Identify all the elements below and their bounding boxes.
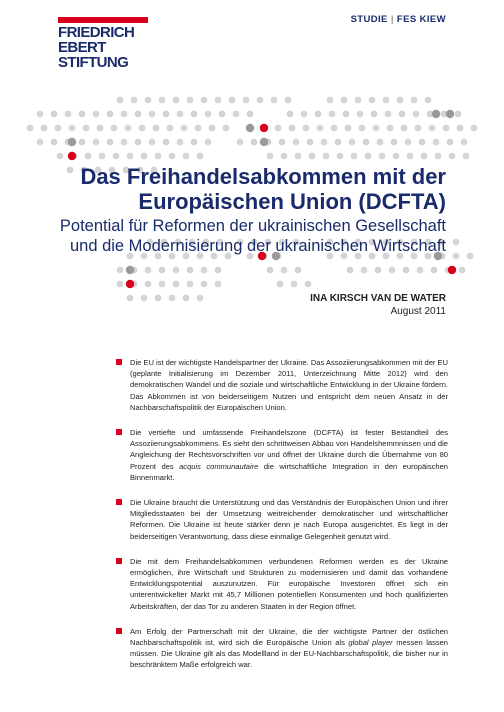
map-dot: [371, 111, 378, 118]
map-dot: [169, 295, 176, 302]
map-dot: [461, 139, 468, 146]
map-dot: [377, 139, 384, 146]
map-dot: [153, 125, 160, 132]
map-dot: [281, 153, 288, 160]
map-dot: [215, 267, 222, 274]
map-dot: [327, 97, 334, 104]
bullet-square-icon: [116, 429, 122, 435]
map-dot: [141, 295, 148, 302]
bullet-item: [130, 427, 448, 483]
map-dot: [389, 267, 396, 274]
map-dot: [399, 111, 406, 118]
map-dot: [247, 111, 254, 118]
map-dot: [361, 267, 368, 274]
map-dot: [347, 267, 354, 274]
map-dot: [243, 97, 250, 104]
map-dot: [391, 139, 398, 146]
map-dot: [219, 111, 226, 118]
map-dot: [183, 153, 190, 160]
map-dot: [201, 97, 208, 104]
map-dot: [97, 125, 104, 132]
map-dot: [155, 295, 162, 302]
map-dot: [443, 125, 450, 132]
map-dot: [365, 153, 372, 160]
map-dot: [139, 125, 146, 132]
page-title: [80, 164, 446, 214]
map-dot: [359, 125, 366, 132]
map-dot: [251, 139, 258, 146]
bullet-square-icon: [116, 628, 122, 634]
map-dot: [237, 139, 244, 146]
map-dot-dark: [68, 138, 76, 146]
map-dot: [457, 125, 464, 132]
map-dot: [415, 125, 422, 132]
map-dot: [343, 111, 350, 118]
map-dot: [279, 139, 286, 146]
map-dot: [403, 267, 410, 274]
map-dot: [411, 97, 418, 104]
map-dot: [197, 295, 204, 302]
logo-red-bar: [58, 17, 148, 23]
map-dot: [107, 111, 114, 118]
map-dot: [41, 125, 48, 132]
map-dot: [155, 153, 162, 160]
map-dot: [363, 139, 370, 146]
bullet-text: Die Ukraine braucht die Unterstützung und das Verständnis der Europäischen Union und ihrer Mitgliedsstaaten bei der Umsetzung weitreichender demokratischer und wirtschaftlicher Reformen. Die Ukraine ist heute stärker denn je nach Europa ausgerichtet. Es liegt in der beiderseitigen Verantwortung, dass diese einmalige Gelegenheit genutzt wird.: [130, 498, 448, 541]
map-dot: [229, 97, 236, 104]
map-dot: [271, 97, 278, 104]
map-dot-highlight: [448, 266, 456, 274]
map-dot: [85, 153, 92, 160]
map-dot: [289, 125, 296, 132]
map-dot: [177, 111, 184, 118]
map-dot: [285, 97, 292, 104]
map-dot: [277, 281, 284, 288]
map-dot: [187, 267, 194, 274]
map-dot: [159, 267, 166, 274]
map-dot: [267, 267, 274, 274]
map-dot: [127, 295, 134, 302]
map-dot: [205, 139, 212, 146]
bullet-item: [130, 556, 448, 612]
bullet-item: [130, 497, 448, 542]
map-dot-highlight: [126, 280, 134, 288]
logo-line-2: EBERT: [58, 39, 106, 56]
map-dot: [117, 97, 124, 104]
map-dot: [149, 111, 156, 118]
map-dot: [337, 153, 344, 160]
map-dot: [145, 281, 152, 288]
map-dot: [83, 125, 90, 132]
bullet-square-icon: [116, 499, 122, 505]
map-dot: [51, 111, 58, 118]
map-dot: [467, 253, 474, 260]
map-dot: [173, 267, 180, 274]
map-dot: [37, 111, 44, 118]
map-dot: [55, 125, 62, 132]
map-dot: [27, 125, 34, 132]
map-dot: [159, 97, 166, 104]
map-dot: [195, 125, 202, 132]
map-dot: [449, 153, 456, 160]
map-dot: [113, 153, 120, 160]
map-dot: [141, 153, 148, 160]
page-subtitle: [60, 216, 446, 256]
map-dot: [99, 153, 106, 160]
map-dot: [67, 167, 74, 174]
series-right: FES KIEW: [396, 14, 446, 25]
map-dot-dark: [246, 124, 254, 132]
map-dot: [331, 125, 338, 132]
map-dot: [117, 281, 124, 288]
map-dot: [405, 139, 412, 146]
map-dot: [447, 139, 454, 146]
map-dot: [419, 139, 426, 146]
map-dot: [159, 281, 166, 288]
series-label: [351, 14, 446, 25]
map-dot: [187, 97, 194, 104]
map-dot: [125, 125, 132, 132]
logo-line-3: STIFTUNG: [58, 54, 129, 71]
map-dot: [93, 139, 100, 146]
map-dot-dark: [126, 266, 134, 274]
map-dot: [433, 139, 440, 146]
map-dot: [303, 125, 310, 132]
map-dot-dark: [446, 110, 454, 118]
map-dot: [79, 111, 86, 118]
map-dot: [329, 111, 336, 118]
bullet-item: [130, 626, 448, 671]
map-dot: [431, 267, 438, 274]
map-dot: [323, 153, 330, 160]
map-dot: [37, 139, 44, 146]
map-dot: [187, 281, 194, 288]
map-dot: [355, 97, 362, 104]
map-dot: [281, 267, 288, 274]
map-dot: [291, 281, 298, 288]
series-left: STUDIE: [350, 14, 388, 25]
map-dot: [413, 111, 420, 118]
map-dot: [135, 111, 142, 118]
map-dot: [135, 139, 142, 146]
map-dot: [173, 281, 180, 288]
map-dot: [471, 125, 478, 132]
map-dot: [455, 111, 462, 118]
map-dot: [215, 97, 222, 104]
map-dot: [201, 267, 208, 274]
map-dot: [387, 125, 394, 132]
map-dot: [181, 125, 188, 132]
map-dot: [209, 125, 216, 132]
map-dot: [375, 267, 382, 274]
map-dot: [295, 267, 302, 274]
map-dot: [257, 97, 264, 104]
bullet-square-icon: [116, 558, 122, 564]
map-dot: [145, 97, 152, 104]
map-dot: [305, 281, 312, 288]
map-dot: [57, 153, 64, 160]
map-dot: [117, 267, 124, 274]
map-dot: [121, 111, 128, 118]
map-dot: [197, 153, 204, 160]
map-dot: [369, 97, 376, 104]
map-dot-dark: [432, 110, 440, 118]
map-dot: [357, 111, 364, 118]
map-dot: [215, 281, 222, 288]
author-name: INA KIRSCH VAN DE WATER: [310, 293, 446, 304]
map-dot: [345, 125, 352, 132]
map-dot: [169, 153, 176, 160]
map-dot: [463, 153, 470, 160]
map-dot: [121, 139, 128, 146]
map-dot: [435, 153, 442, 160]
map-dot: [167, 125, 174, 132]
map-dot: [307, 139, 314, 146]
map-dot: [233, 111, 240, 118]
map-dot: [177, 139, 184, 146]
map-dot: [341, 97, 348, 104]
map-dot: [453, 239, 460, 246]
map-dot: [317, 125, 324, 132]
map-dot: [295, 153, 302, 160]
map-dot-dark: [260, 138, 268, 146]
title-line-2: Europäischen Union (DCFTA): [138, 189, 446, 214]
map-dot: [111, 125, 118, 132]
map-dot: [183, 295, 190, 302]
map-dot: [163, 111, 170, 118]
map-dot: [201, 281, 208, 288]
map-dot: [79, 139, 86, 146]
map-dot: [309, 153, 316, 160]
fes-logo: [58, 17, 148, 70]
map-dot: [191, 139, 198, 146]
series-separator: |: [390, 14, 394, 25]
map-dot: [425, 97, 432, 104]
bullet-text: Die EU ist der wichtigste Handelspartner der Ukraine. Das Assoziierungsabkommen mit der EU (geplante Initialisierung im Dezember 2011, Unterzeichnung Mitte 2012) wird den demokratischen Wandel und die soziale und wirtschaftliche Entwicklung in der Ukraine fördern. Das Abkommen ist von beiderseitigem Nutzen und entspricht dem neuen Ansatz in der Nachbarschaftspolitik der Europäischen Union.: [130, 358, 448, 412]
map-dot: [107, 139, 114, 146]
map-dot: [149, 139, 156, 146]
map-dot: [173, 97, 180, 104]
map-dot: [379, 153, 386, 160]
bullet-square-icon: [116, 359, 122, 365]
map-dot: [293, 139, 300, 146]
logo-line-1: FRIEDRICH: [58, 24, 135, 41]
map-dot: [417, 267, 424, 274]
map-dot: [127, 153, 134, 160]
title-line-1: Das Freihandelsabkommen mit der: [80, 164, 446, 189]
map-dot: [223, 125, 230, 132]
subtitle-line-2: und die Modernisierung der ukrainischen Wirtschaft: [69, 237, 446, 255]
publication-date: August 2011: [390, 306, 446, 317]
map-dot: [51, 139, 58, 146]
map-dot: [393, 153, 400, 160]
map-dot: [65, 111, 72, 118]
subtitle-line-1: Potential für Reformen der ukrainischen Gesellschaft: [59, 217, 446, 235]
map-dot: [205, 111, 212, 118]
map-dot: [421, 153, 428, 160]
map-dot: [275, 125, 282, 132]
map-dot: [351, 153, 358, 160]
map-dot: [301, 111, 308, 118]
map-dot: [131, 97, 138, 104]
bullet-item: [130, 357, 448, 413]
map-dot-highlight: [68, 152, 76, 160]
map-dot: [287, 111, 294, 118]
map-dot: [315, 111, 322, 118]
bullet-text: Am Erfolg der Partnerschaft mit der Ukraine, die der wichtigste Partner der östlichen Nachbarschaftspolitik ist, wird sich die Europäische Union als global player messen lassen müssen. Die Ukraine gilt als das Modellland in der EU-Nachbarschaftspolitik, die bisher nur in beschränktem Maße erfolgreich war.: [130, 626, 449, 670]
map-dot: [267, 153, 274, 160]
map-dot: [407, 153, 414, 160]
map-dot: [191, 111, 198, 118]
map-dot: [335, 139, 342, 146]
map-dot: [349, 139, 356, 146]
summary-bullet-list: [130, 357, 448, 685]
map-dot: [429, 125, 436, 132]
map-dot: [321, 139, 328, 146]
map-dot: [401, 125, 408, 132]
bullet-text: Die mit dem Freihandelsabkommen verbundenen Reformen werden es der Ukraine ermöglichen, ihre Wirtschaft und Strukturen zu modernisieren und damit das vorhandene Entwicklungspotential auszunutzen. Für europäische Investoren öffnet sich ein unterentwickelter Markt mit 45,7 Millionen potentiellen Konsumenten und hoch qualifizierten Arbeitskräften, der das Tor zu anderen Staaten in der Region öffnet.: [130, 556, 448, 611]
bullet-text: Die vertiefte und umfassende Freihandelszone (DCFTA) ist fester Bestandteil des Assoziierungsabkommens. Es sieht den schrittweisen Abbau von Handelshemmnissen und die Angleichung der Rechtsvorschriften vor und öffnet der Ukraine durch die Übernahme von 80 Prozent des acquis communautaire die wirtschaftliche Integration in den europäischen Binnenmarkt.: [130, 428, 448, 482]
map-dot: [69, 125, 76, 132]
map-dot: [453, 253, 460, 260]
map-dot: [459, 267, 466, 274]
map-dot-highlight: [260, 124, 268, 132]
map-dot: [385, 111, 392, 118]
map-dot: [383, 97, 390, 104]
map-dot: [145, 267, 152, 274]
map-dot: [397, 97, 404, 104]
map-dot: [373, 125, 380, 132]
map-dot: [93, 111, 100, 118]
map-dot: [163, 139, 170, 146]
